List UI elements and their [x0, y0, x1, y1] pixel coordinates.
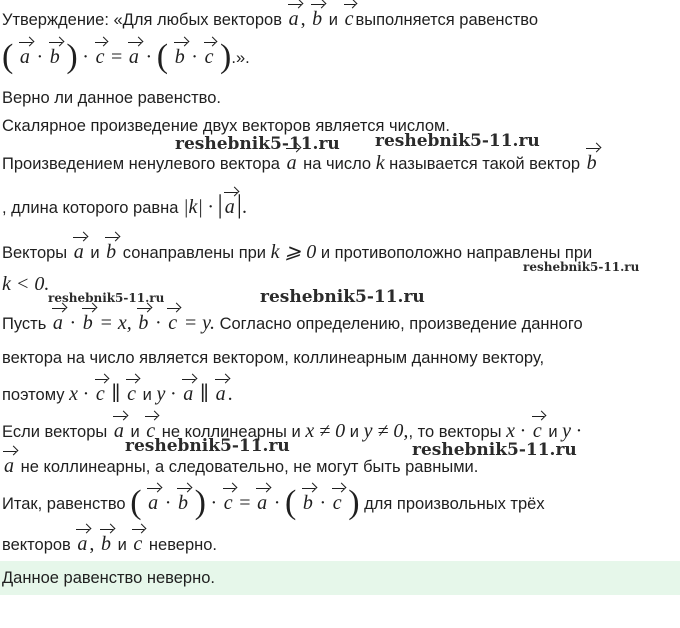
abs-k: |k| ·: [183, 196, 213, 218]
vector-a: a: [4, 455, 14, 477]
watermark: reshebnik5-11.ru: [523, 260, 640, 274]
comma: ,: [89, 533, 95, 555]
text: и: [548, 423, 558, 441]
paren-close: ): [194, 484, 206, 521]
watermark: reshebnik5-11.ru: [175, 134, 340, 154]
vector-c: c: [332, 492, 342, 514]
var-y: y: [562, 420, 572, 442]
vector-a: a: [183, 383, 194, 405]
vector-a: a: [113, 420, 124, 442]
condition-k-negative: k < 0.: [2, 273, 50, 295]
vector-b: b: [101, 533, 112, 555]
vector-c: c: [204, 46, 214, 68]
text: сонаправлены при: [122, 244, 267, 262]
number-k: k: [375, 152, 385, 174]
comma: ,: [300, 8, 306, 30]
eq-y: = y.: [183, 312, 215, 334]
vector-c: c: [133, 533, 143, 555]
text: не коллинеарны и: [161, 423, 301, 441]
text: на число: [303, 155, 372, 173]
not-collinear-line: [2, 455, 478, 478]
paren-close: ): [66, 38, 78, 75]
dot-op: ·: [575, 420, 583, 442]
abs-bar: |: [217, 190, 223, 219]
text-and: и: [328, 11, 338, 29]
vector-b: b: [82, 312, 93, 334]
equals: =: [111, 46, 123, 68]
vector-b: b: [174, 46, 185, 68]
question-line: Верно ли данное равенство.: [2, 89, 221, 107]
vector-b: b: [586, 152, 597, 174]
vector-c: c: [127, 383, 137, 405]
vector-c: c: [95, 46, 105, 68]
dot-op: ·: [169, 383, 177, 405]
text: Векторы: [2, 244, 68, 262]
answer-box: [0, 561, 680, 595]
paren-open: (: [284, 484, 297, 521]
watermark: reshebnik5-11.ru: [375, 131, 540, 151]
text-tail: выполняется равенство: [355, 11, 539, 29]
text: Если векторы: [2, 423, 108, 441]
dot-op: ·: [519, 420, 527, 442]
text: и: [142, 386, 152, 404]
statement-text: Утверждение: «Для любых векторов: [2, 11, 282, 29]
vector-a: a: [19, 46, 30, 68]
scalar-product-line: Скалярное произведение двух векторов является числом.: [2, 117, 450, 135]
text: Итак, равенство: [2, 495, 126, 513]
text: неверно.: [148, 536, 218, 554]
period: .: [227, 383, 233, 405]
dot-op: ·: [82, 383, 90, 405]
watermark: reshebnik5-11.ru: [412, 440, 577, 460]
x-not-zero: x ≠ 0: [305, 420, 346, 442]
text: и противоположно направлены при: [320, 244, 593, 262]
watermark: reshebnik5-11.ru: [125, 436, 290, 456]
vector-a: a: [73, 241, 84, 263]
let-line: [2, 312, 583, 335]
period: .: [241, 196, 247, 218]
text: , длина которого равна: [2, 199, 179, 217]
vector-c: c: [532, 420, 542, 442]
vector-a: a: [288, 8, 299, 30]
vector-b: b: [302, 492, 313, 514]
eq-x: = x,: [99, 312, 132, 334]
var-x: x: [506, 420, 515, 442]
definition-line-2: [2, 190, 247, 220]
text: и: [130, 423, 140, 441]
dot-op: ·: [82, 46, 89, 68]
paren-close: ): [348, 484, 360, 521]
text: для произвольных трёх: [364, 495, 545, 513]
text: векторов: [2, 536, 71, 554]
vector-b: b: [312, 8, 323, 30]
dot-op: ·: [191, 46, 198, 68]
text: не коллинеарны, а следовательно, не могут быть равными.: [20, 458, 479, 476]
vector-c: c: [146, 420, 156, 442]
dot-op: ·: [210, 492, 218, 514]
text: и: [90, 244, 100, 262]
dot-op: ·: [154, 312, 162, 334]
vector-c: c: [223, 492, 233, 514]
text: называется такой вектор: [389, 155, 581, 173]
y-not-zero: y ≠ 0,: [363, 420, 409, 442]
parallel: ∥: [199, 383, 210, 405]
statement-line-1: [2, 8, 538, 31]
vector-a: a: [148, 492, 159, 514]
dot-op: ·: [36, 46, 44, 68]
dot-op: ·: [273, 492, 281, 514]
vector-b: b: [49, 46, 60, 68]
paren-open: (: [130, 484, 142, 521]
vector-b: b: [138, 312, 149, 334]
watermark: reshebnik5-11.ru: [260, 287, 425, 307]
equals: =: [239, 492, 251, 514]
vector-a: a: [286, 152, 297, 174]
text: , то векторы: [408, 423, 502, 441]
vector-a: a: [224, 196, 235, 218]
vector-b: b: [177, 492, 188, 514]
text: и: [117, 536, 127, 554]
vector-a: a: [77, 533, 88, 555]
vector-c: c: [168, 312, 178, 334]
var-x: x: [69, 383, 78, 405]
parallel: ∥: [111, 383, 121, 405]
vector-c: c: [344, 8, 354, 30]
dot-op: ·: [145, 46, 153, 68]
paren-open: (: [156, 38, 169, 75]
therefore-line: [2, 381, 233, 406]
text: Пусть: [2, 315, 47, 333]
vector-c: c: [95, 383, 105, 405]
vector-a: a: [215, 383, 226, 405]
paren-open: (: [2, 38, 14, 75]
text: Согласно определению, произведение данного: [219, 315, 583, 333]
vector-a: a: [52, 312, 63, 334]
text: Произведением ненулевого вектора: [2, 155, 280, 173]
paren-close: ): [220, 38, 232, 75]
text: и: [349, 423, 359, 441]
statement-line-2-equation: [2, 38, 250, 75]
vector-b: b: [106, 241, 117, 263]
conclusion-line-2: [2, 533, 217, 556]
watermark: reshebnik5-11.ru: [48, 291, 165, 305]
condition-k: k ⩾ 0: [270, 241, 317, 263]
direction-line: [2, 239, 592, 264]
dot-op: ·: [69, 312, 77, 334]
answer-text: Данное равенство неверно.: [2, 569, 215, 587]
abs-bar: |: [236, 190, 242, 219]
text-tail: .».: [231, 49, 250, 67]
collinear-line: вектора на число является вектором, коллинеарным данному вектору,: [2, 349, 545, 367]
var-y: y: [156, 383, 166, 405]
dot-op: ·: [319, 492, 327, 514]
definition-line-1: [2, 152, 599, 175]
vector-a: a: [128, 46, 139, 68]
vector-a: a: [257, 492, 268, 514]
dot-op: ·: [164, 492, 172, 514]
text: поэтому: [2, 386, 65, 404]
conclusion-line-1: [2, 484, 545, 521]
